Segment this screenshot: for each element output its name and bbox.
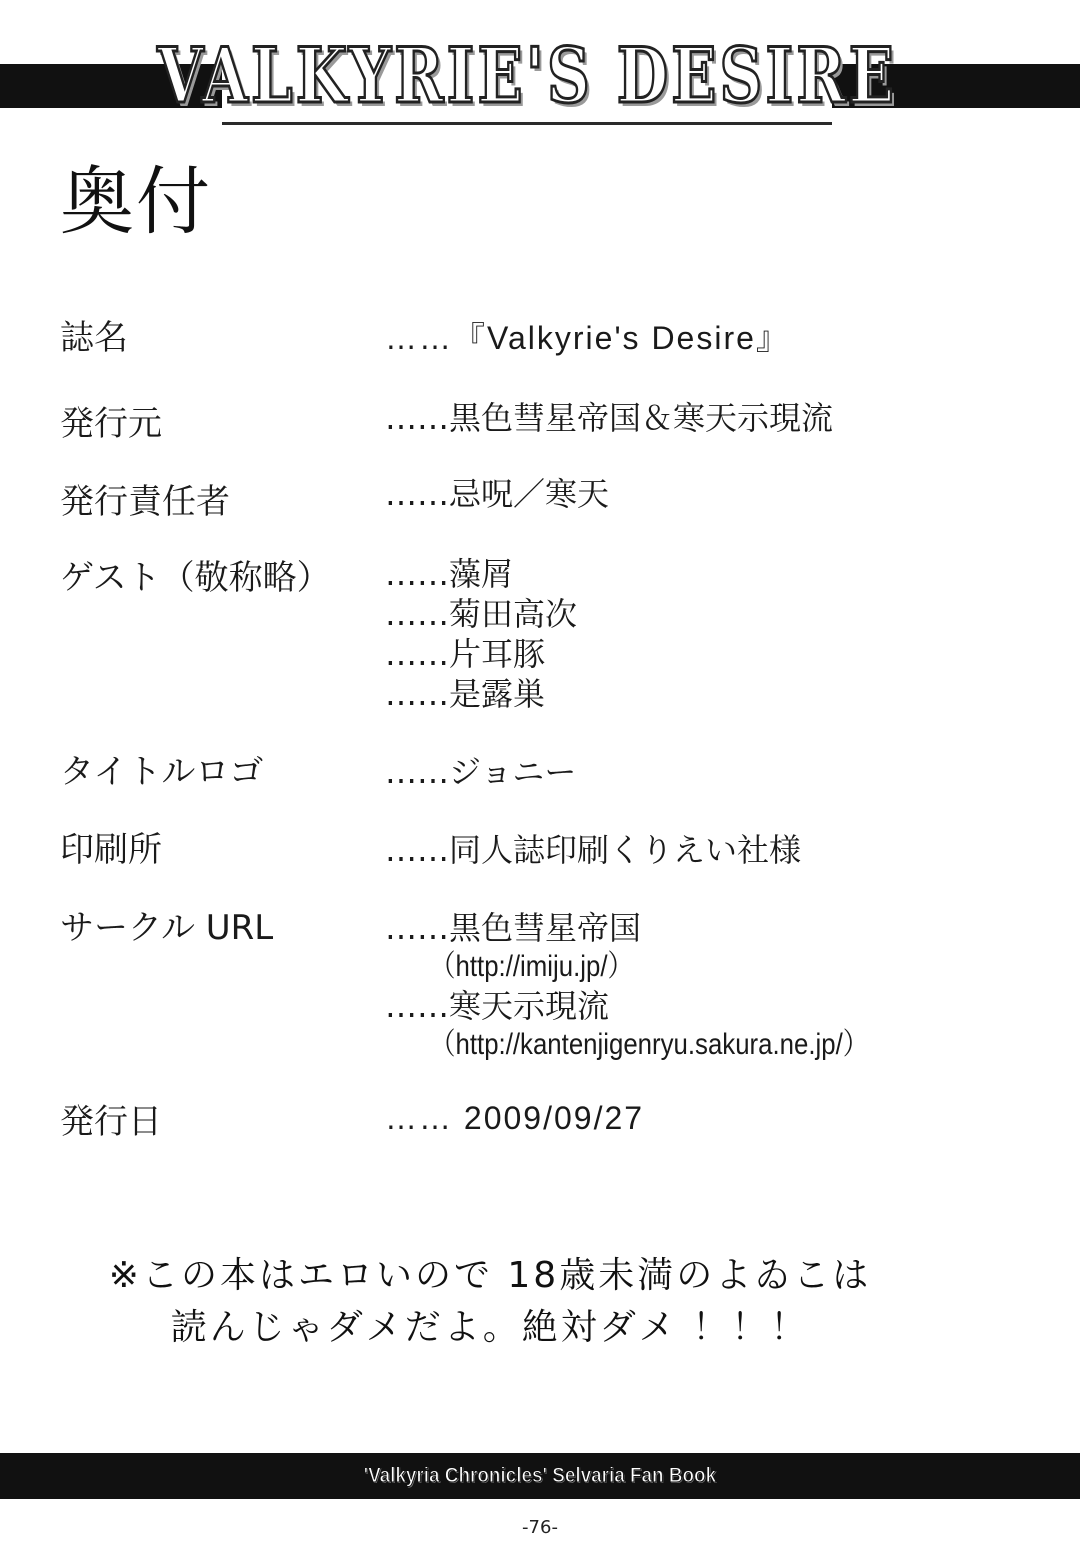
value-guest-3: ……片耳豚 <box>385 635 546 673</box>
footer-book-title: 'Valkyria Chronicles' Selvaria Fan Book <box>363 1464 717 1487</box>
value-date: …… 2009/09/27 <box>385 1100 645 1136</box>
values-responsible <box>385 474 609 514</box>
age-warning-note <box>0 1250 980 1354</box>
page-number: -76- <box>522 1517 558 1538</box>
label-title: 誌名 <box>60 318 128 358</box>
value-circle-1: ……黒色彗星帝国 <box>385 909 642 947</box>
value-title-logo: ……ジョニー <box>385 753 577 791</box>
value-guest-2: ……菊田高次 <box>385 595 578 633</box>
footer-band <box>0 1453 1080 1499</box>
value-responsible: ……忌呪／寒天 <box>385 475 610 513</box>
value-title: ……『Valkyrie's Desire』 <box>385 320 790 356</box>
values-printer <box>385 830 801 870</box>
label-printer: 印刷所 <box>60 830 162 870</box>
values-publisher <box>385 398 833 438</box>
note-line-2: 読んじゃダメだよ。絶対ダメ ！！！ <box>170 1307 810 1348</box>
value-url-2: （http://kantenjigenryu.sakura.ne.jp/） <box>429 1028 869 1061</box>
label-date: 発行日 <box>60 1102 162 1142</box>
note-line-1: ※この本はエロいので 18歳未満のよゐこは <box>108 1255 872 1296</box>
label-circle-url: サークル URL <box>60 908 274 948</box>
page-title: 奥付 <box>60 159 212 245</box>
values-guests <box>385 554 577 714</box>
value-guest-1: ……藻屑 <box>385 555 514 593</box>
values-date <box>385 1098 644 1138</box>
value-publisher: ……黒色彗星帝国＆寒天示現流 <box>385 399 834 437</box>
header-title-box <box>157 30 897 125</box>
value-printer: ……同人誌印刷くりえい社様 <box>385 831 802 869</box>
label-responsible: 発行責任者 <box>60 482 230 522</box>
values-title-logo <box>385 752 576 792</box>
value-url-1: （http://imiju.jp/） <box>429 950 634 983</box>
header-title-logo: VALKYRIE'S DESIRE <box>157 31 897 120</box>
label-title-logo: タイトルロゴ <box>60 752 264 792</box>
values-title <box>385 318 790 358</box>
label-guests: ゲスト（敬称略） <box>60 558 331 598</box>
values-circle-url <box>385 908 947 1064</box>
label-publisher: 発行元 <box>60 404 162 444</box>
value-circle-2: ……寒天示現流 <box>385 987 610 1025</box>
value-guest-4: ……是露巣 <box>385 675 546 713</box>
